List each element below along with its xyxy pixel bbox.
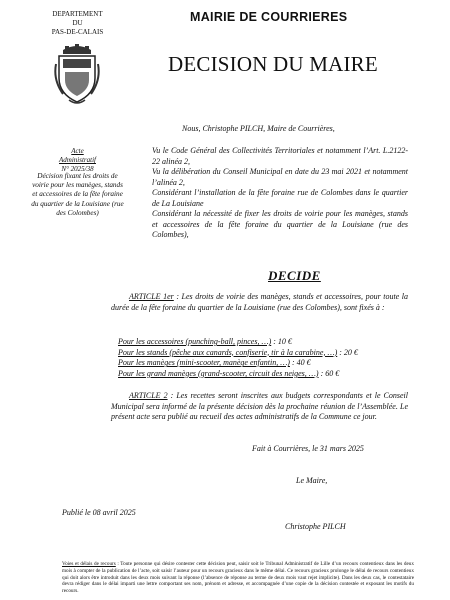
department-line: PAS-DE-CALAIS: [51, 28, 104, 36]
department-line: DU: [72, 19, 83, 27]
mairie-title: MAIRIE DE COURRIERES: [190, 10, 348, 24]
fee-value: : 40 €: [289, 358, 311, 368]
visas-block: [140, 146, 408, 241]
fee-label: Pour les accessoires (punching-ball, pinces, …): [118, 337, 272, 346]
acte-number: N° 2025/38: [61, 165, 94, 173]
fee-label: Pour les grand manèges (grand-scooter, circuit des neiges, …): [118, 368, 319, 378]
article-2-text: : Les recettes seront inscrites aux budgets correspondants et le Conseil Municipal sera informé de la présente décision dès la prochaine réunion de l’Assemblée. Le présent acte sera publié au recueil des actes administratifs de la Commune ce jour.: [111, 391, 409, 421]
fee-value: : 10 €: [271, 337, 292, 346]
acte-reference: [30, 147, 125, 174]
department-line: DEPARTEMENT: [52, 10, 103, 18]
article-1-text: : Les droits de voirie des manèges, stands et accessoires, pour toute la durée de la fête foraine du quartier de la Louisiane (rue des Colombes), sont fixés à :: [111, 292, 409, 312]
decision-summary: Décision fixant les droits de voirie pour les manèges, stands et accessoires de la fête foraine du quartier de la Louisiane (rue des Colombes): [31, 172, 124, 217]
article-2: [111, 391, 408, 423]
vu-paragraph: Vu la délibération du Conseil Municipal en date du 23 mai 2021 et notamment l’alinéa 2,: [152, 167, 408, 187]
article-1-label: ARTICLE 1er: [129, 292, 174, 301]
publication-date: Publié le 08 avril 2025: [62, 508, 136, 517]
coat-of-arms-icon: [53, 44, 101, 106]
fee-row: [118, 348, 408, 359]
fee-row: [118, 358, 408, 369]
fee-row: [118, 369, 408, 380]
fee-value: : 20 €: [337, 347, 358, 357]
date-place: Fait à Courrières, le 31 mars 2025: [252, 444, 364, 453]
signatory-title: Le Maire,: [296, 476, 328, 485]
fee-label: Pour les manèges (mini-scooter, manège enfantin, …): [118, 358, 290, 368]
vu-paragraph: Vu le Code Général des Collectivités Territoriales et notamment l’Art. L.2122-22 alinéa 2,: [152, 146, 408, 166]
appeal-text: : Toute personne qui désire contester cette décision peut, saisir soit le Tribunal Administratif de Lille d’un recours contentieux dans les deux mois à compter de la publication de l’acte, soit saisir l’auteur pour un recours gracieux dans le même délai. Ce recours gracieux prolonge le délai de recours contentieux qui doit alors être introduit dans les deux mois suivant la réponse (l’absence de réponse au terme de deux mois vaut rejet implicite). Dans les deux cas, le contestataire devra rédiger dans le délai imparti une lettre comportant ses nom, prénom et adresse, et accompagnée d’une copie de la décision contestée et exposant les motifs du recours.: [62, 561, 414, 595]
considerant-paragraph: Considérant la nécessité de fixer les droits de voirie pour les manèges, stands et accessoires de la fête foraine du quartier de la Louisiane (rue des Colombes),: [152, 209, 408, 239]
fee-label: Pour les stands (pêche aux canards, confiserie, tir à la carabine, …): [118, 347, 338, 357]
article-2-label: ARTICLE 2: [129, 391, 168, 400]
signatory-name: Christophe PILCH: [285, 522, 346, 531]
fee-list: [118, 337, 408, 379]
article-1: [111, 292, 408, 313]
appeal-label: Voies et délais de recours: [62, 561, 116, 567]
acte-label: Acte: [71, 147, 84, 155]
considerant-paragraph: Considérant l’installation de la fête foraine rue de Colombes dans le quartier de La Louisiane: [152, 188, 408, 208]
decide-heading: DECIDE: [268, 268, 321, 283]
fee-value: : 60 €: [318, 368, 340, 378]
department-header: [30, 10, 125, 37]
intro-line: Nous, Christophe PILCH, Maire de Courrières,: [182, 124, 335, 133]
acte-type: Administratif: [59, 156, 96, 164]
page-title: DECISION DU MAIRE: [168, 52, 378, 76]
appeal-notice: [62, 561, 414, 595]
fee-row: [118, 337, 408, 348]
